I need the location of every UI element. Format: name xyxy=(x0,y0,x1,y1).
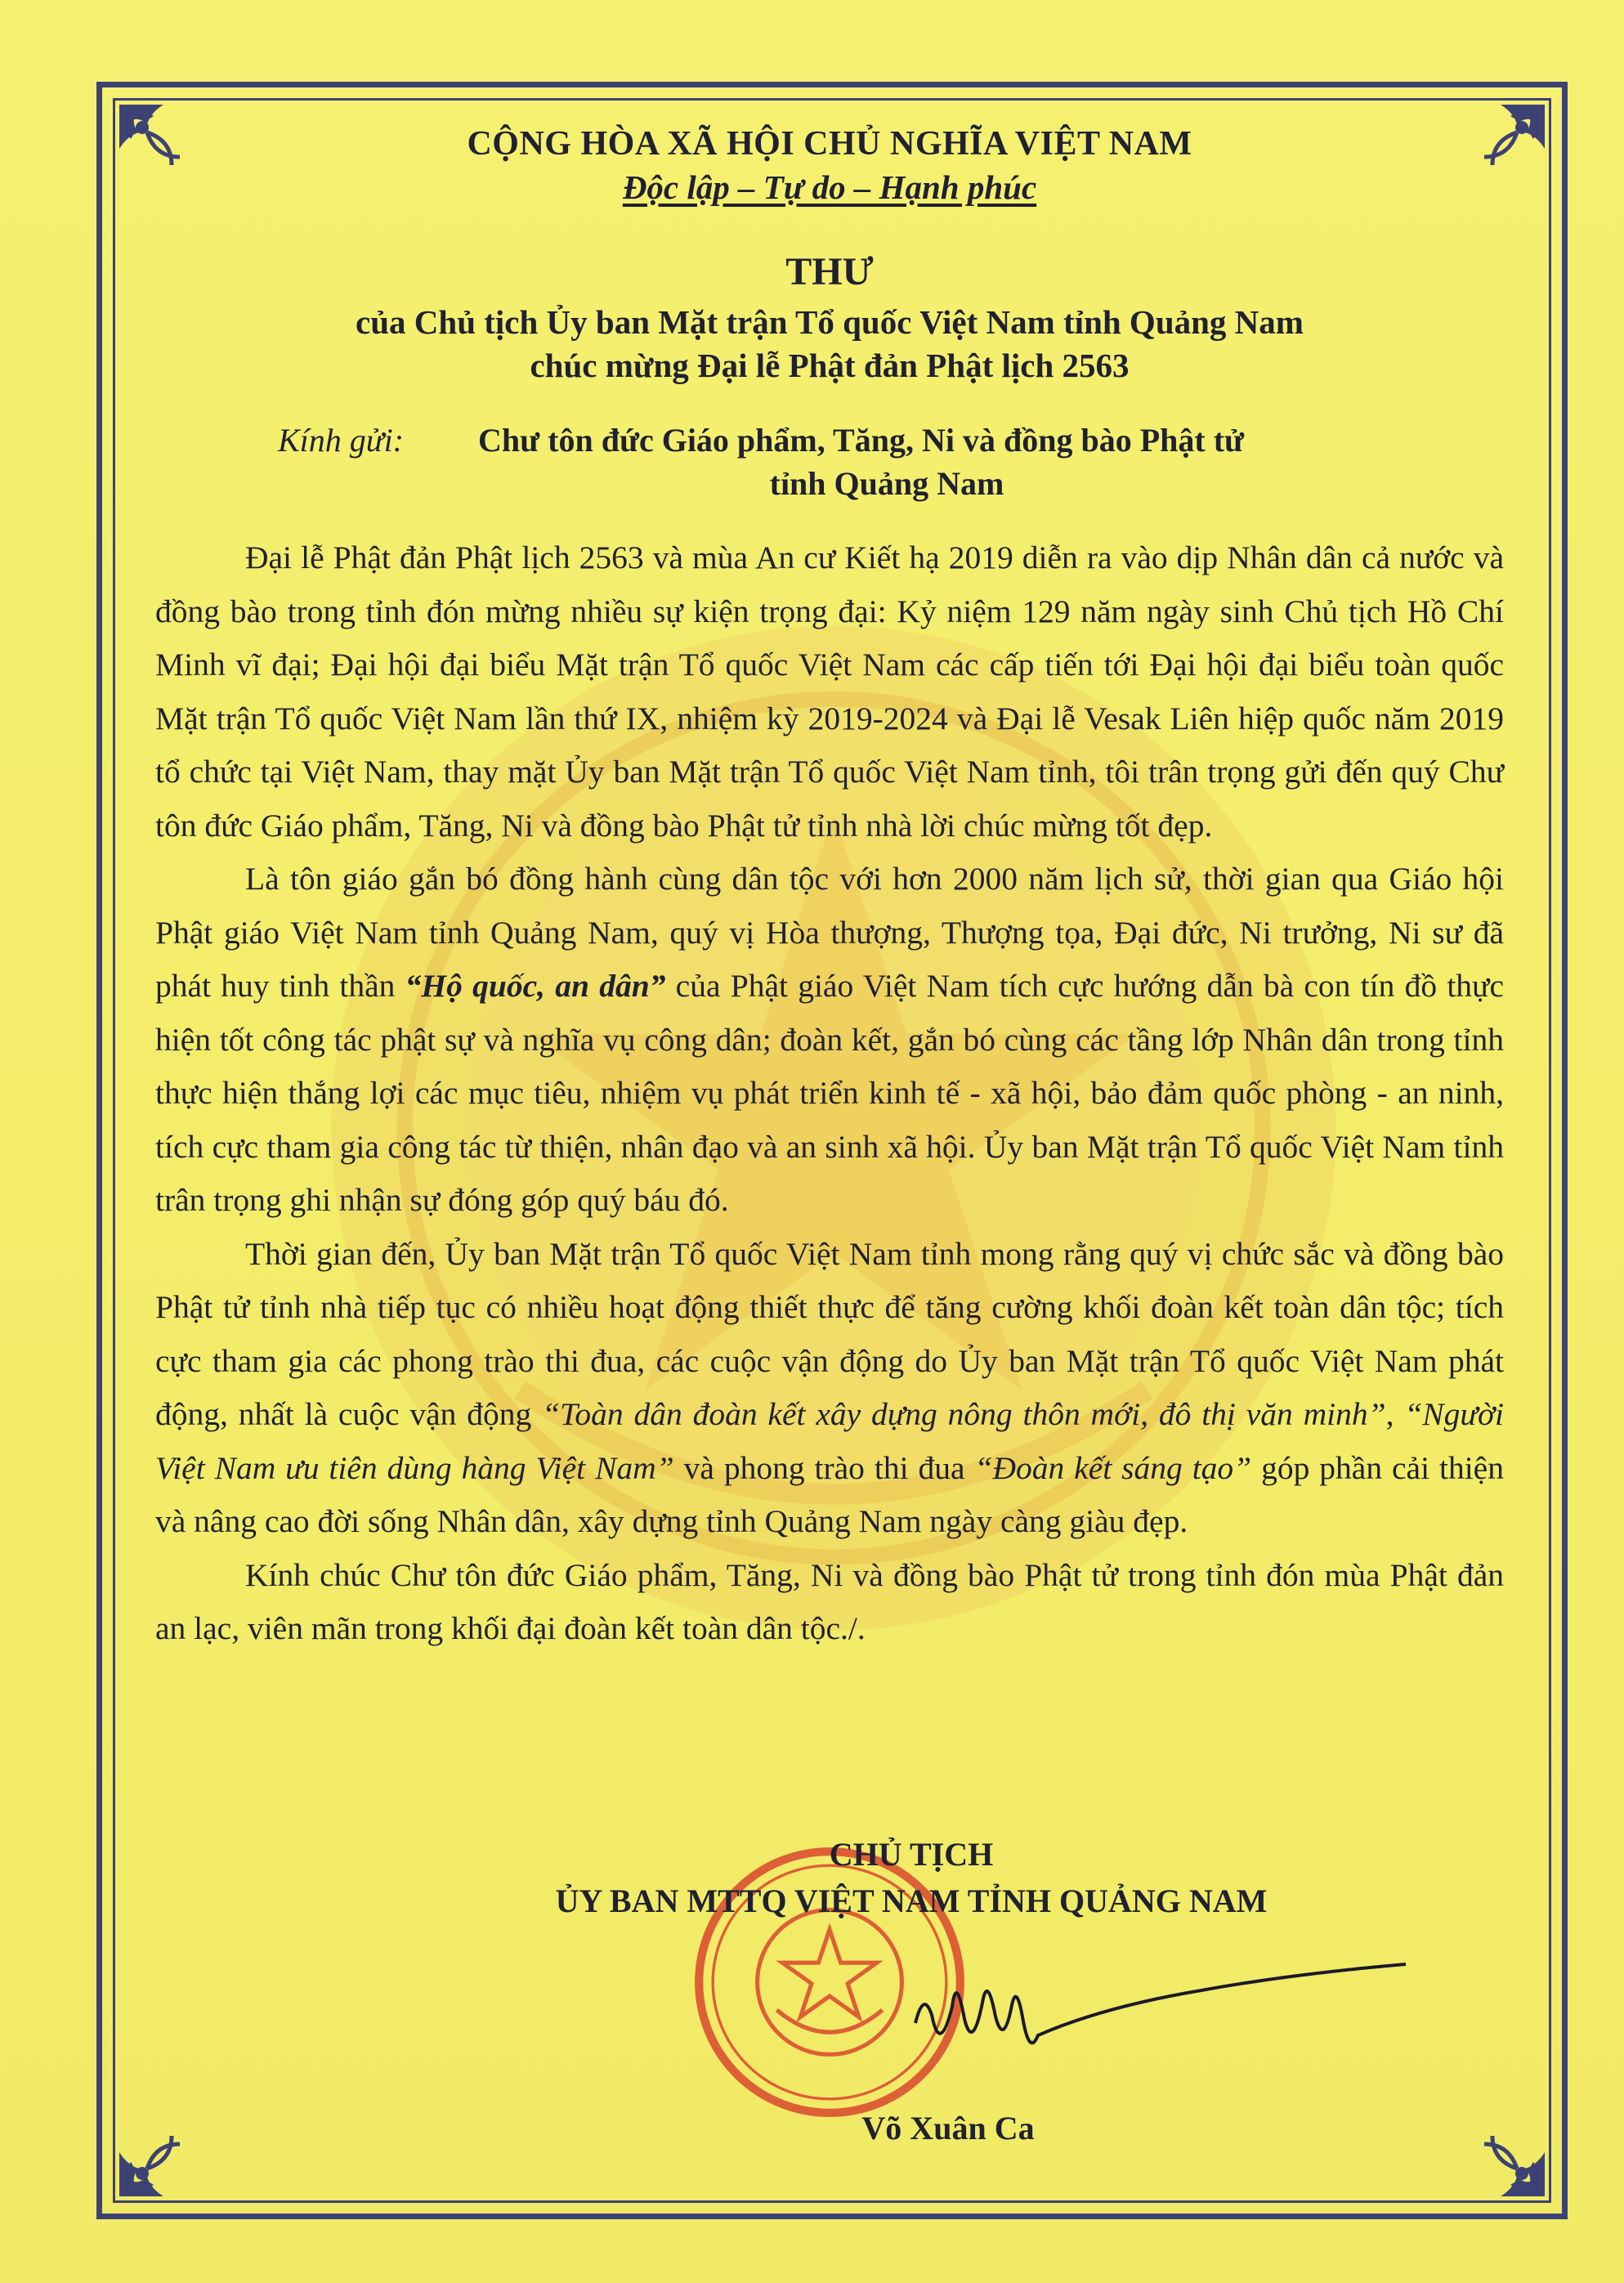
paragraph-2: Là tôn giáo gắn bó đồng hành cùng dân tộc với hơn 2000 năm lịch sử, thời gian qua Giáo hội Phật giáo Việt Nam tỉnh Quảng Nam, quý vị Hòa thượng, Thượng tọa, Đại đức, Ni trưởng, Ni sư đã phát huy tinh thần “Hộ quốc, an dân” của Phật giáo Việt Nam tích cực hướng dẫn bà con tín đồ thực hiện tốt công tác phật sự và nghĩa vụ công dân; đoàn kết, gắn bó cùng các tầng lớp Nhân dân trong tỉnh thực hiện thắng lợi các mục tiêu, nhiệm vụ phát triển kinh tế - xã hội, bảo đảm quốc phòng - an ninh, tích cực tham gia công tác từ thiện, nhân đạo và an sinh xã hội. Ủy ban Mặt trận Tổ quốc Việt Nam tỉnh trân trọng ghi nhận sự đóng góp quý báu đó. xyxy=(155,861,1504,1218)
corner-ornament-icon xyxy=(1452,2103,1550,2201)
paragraph-4: Kính chúc Chư tôn đức Giáo phẩm, Tăng, Ni và đồng bào Phật tử trong tỉnh đón mùa Phật đản an lạc, viên mãn trong khối đại đoàn kết toàn dân tộc./. xyxy=(155,1556,1504,1646)
address-recipient-line2: tỉnh Quảng Nam xyxy=(769,465,1004,502)
signer-name: Võ Xuân Ca xyxy=(861,2110,1035,2146)
letter-body xyxy=(155,531,1504,1656)
address-recipient-line1: Chư tôn đức Giáo phẩm, Tăng, Ni và đồng bào Phật tử xyxy=(478,422,1245,459)
address-label: Kính gửi: xyxy=(278,422,405,459)
letter-subtitle-line2: chúc mừng Đại lễ Phật đản Phật lịch 2563 xyxy=(530,347,1130,384)
quote-campaign-1: “Toàn dân đoàn kết xây dựng nông thôn mới, đô thị văn minh” xyxy=(542,1396,1386,1432)
signer-position: CHỦ TỊCH xyxy=(829,1836,994,1873)
signer-organization: ỦY BAN MTTQ VIỆT NAM TỈNH QUẢNG NAM xyxy=(555,1882,1268,1919)
national-title: CỘNG HÒA XÃ HỘI CHỦ NGHĨA VIỆT NAM xyxy=(467,125,1192,163)
paragraph-3: Thời gian đến, Ủy ban Mặt trận Tổ quốc Việt Nam tỉnh mong rằng quý vị chức sắc và đồng bào Phật tử tỉnh nhà tiếp tục có nhiều hoạt động thiết thực để tăng cường khối đoàn kết toàn dân tộc; tích cực tham gia các phong trào thi đua, các cuộc vận động do Ủy ban Mặt trận Tổ quốc Việt Nam phát động, nhất là cuộc vận động “Toàn dân đoàn kết xây dựng nông thôn mới, đô thị văn minh”, “Người Việt Nam ưu tiên dùng hàng Việt Nam” và phong trào thi đua “Đoàn kết sáng tạo” góp phần cải thiện và nâng cao đời sống Nhân dân, xây dựng tỉnh Quảng Nam ngày càng giàu đẹp. xyxy=(155,1235,1505,1539)
corner-ornament-icon xyxy=(114,2103,213,2201)
national-motto: Độc lập – Tự do – Hạnh phúc xyxy=(622,168,1037,206)
quote-campaign-2: “Người Việt Nam ưu tiên dùng hàng Việt Nam” xyxy=(155,1396,1505,1486)
paragraph-1: Đại lễ Phật đản Phật lịch 2563 và mùa An cư Kiết hạ 2019 diễn ra vào dịp Nhân dân cả nước và đồng bào trong tỉnh đón mừng nhiều sự kiện trọng đại: Kỷ niệm 129 năm ngày sinh Chủ tịch Hồ Chí Minh vĩ đại; Đại hội đại biểu Mặt trận Tổ quốc Việt Nam các cấp tiến tới Đại hội đại biểu toàn quốc Mặt trận Tổ quốc Việt Nam lần thứ IX, nhiệm kỳ 2019-2024 và Đại lễ Vesak Liên hiệp quốc năm 2019 tổ chức tại Việt Nam, thay mặt Ủy ban Mặt trận Tổ quốc Việt Nam tỉnh, tôi trân trọng gửi đến quý Chư tôn đức Giáo phẩm, Tăng, Ni và đồng bào Phật tử tỉnh nhà lời chúc mừng tốt đẹp. xyxy=(155,539,1504,844)
quote-ho-quoc-an-dan: “Hộ quốc, an dân” xyxy=(405,968,666,1004)
letter-subtitle-line1: của Chủ tịch Ủy ban Mặt trận Tổ quốc Việt Nam tỉnh Quảng Nam xyxy=(356,303,1304,341)
letter-title: THƯ xyxy=(785,250,874,293)
handwritten-signature-icon xyxy=(907,1958,1414,2072)
quote-campaign-3: “Đoàn kết sáng tạo” xyxy=(974,1449,1252,1486)
